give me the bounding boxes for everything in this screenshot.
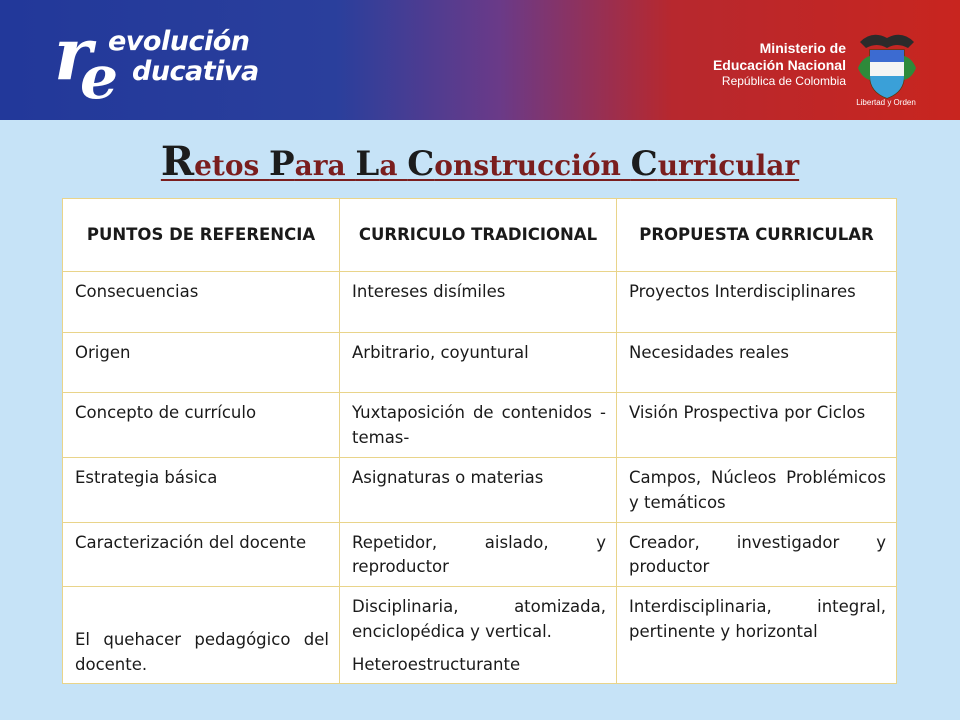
ministry-line-3: República de Colombia: [721, 73, 846, 88]
table-row: [63, 393, 897, 458]
table-cell: Visión Prospectiva por Ciclos: [617, 393, 897, 458]
table-cell: El quehacer pedagógico del docente.: [63, 587, 340, 684]
header-puntos-referencia: PUNTOS DE REFERENCIA: [63, 199, 340, 272]
title-word-construccion: Construcción: [407, 144, 631, 184]
logo-letter-r: r: [54, 11, 92, 96]
table-cell: Interdisciplinaria, integral, pertinente y horizontal: [617, 587, 897, 684]
header-propuesta-curricular: PROPUESTA CURRICULAR: [617, 199, 897, 272]
table-cell: Caracterización del docente: [63, 522, 340, 587]
table-cell: Creador, investigador y productor: [617, 522, 897, 587]
table-cell: Consecuencias: [63, 272, 340, 333]
title-word-retos: Retos: [160, 138, 270, 185]
revolucion-educativa-logo: [48, 11, 288, 113]
table-cell: Origen: [63, 333, 340, 393]
table-cell: Concepto de currículo: [63, 393, 340, 458]
table-row: [63, 272, 897, 333]
coat-of-arms-icon: [852, 28, 922, 106]
table-row: [63, 587, 897, 684]
table-cell: Yuxtaposición de contenidos -temas-: [340, 393, 617, 458]
table-cell: Arbitrario, coyuntural: [340, 333, 617, 393]
header-banner: [0, 0, 960, 120]
table-row: [63, 333, 897, 393]
ministry-label: [713, 40, 846, 88]
ministry-line-1: Ministerio de: [759, 40, 846, 56]
comparison-table: [62, 198, 897, 684]
logo-letter-e: e: [80, 43, 119, 113]
table-cell: Proyectos Interdisciplinares: [617, 272, 897, 333]
ministry-line-2: Educación Nacional: [712, 56, 846, 73]
logo-word-revolucion: evolución: [108, 26, 250, 57]
title-word-la: La: [355, 144, 408, 184]
table-cell: Estrategia básica: [63, 458, 340, 523]
cell-text-extra: Heteroestructurante: [352, 654, 521, 674]
table-cell: Repetidor, aislado, y reproductor: [340, 522, 617, 587]
table-row: [63, 458, 897, 523]
table-cell: Intereses disímiles: [340, 272, 617, 333]
title-word-para: Para: [269, 144, 356, 184]
table-cell: Necesidades reales: [617, 333, 897, 393]
table-cell: [340, 587, 617, 684]
page-title: [0, 138, 960, 185]
title-word-curricular: Curricular: [630, 144, 800, 184]
table-row: [63, 522, 897, 587]
table-cell: Asignaturas o materias: [340, 458, 617, 523]
header-curriculo-tradicional: CURRICULO TRADICIONAL: [340, 199, 617, 272]
table-header-row: [63, 199, 897, 272]
logo-word-educativa: ducativa: [132, 56, 259, 87]
table-cell: Campos, Núcleos Problémicos y temáticos: [617, 458, 897, 523]
motto-text: Libertad y Orden: [856, 98, 916, 107]
cell-text: Disciplinaria, atomizada, enciclopédica y vertical.: [352, 597, 606, 641]
